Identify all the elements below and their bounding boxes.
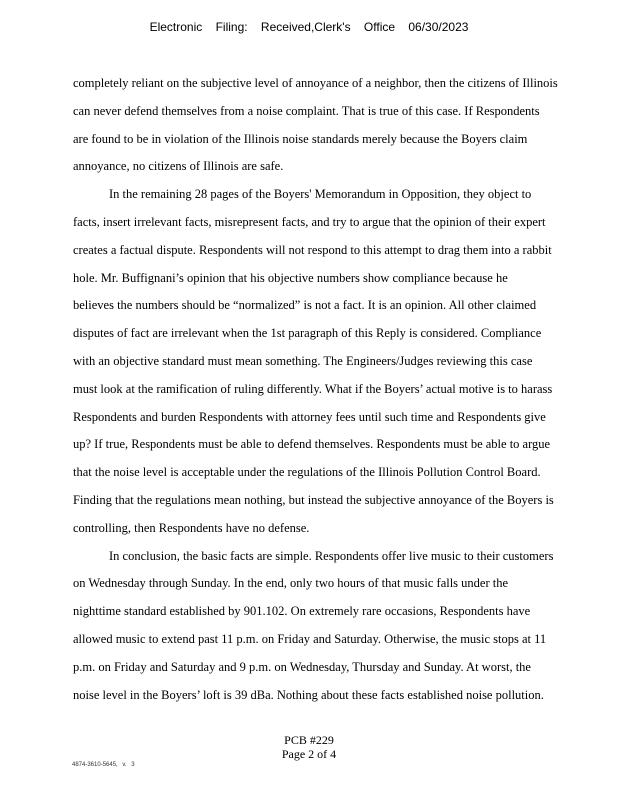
text-line: completely reliant on the subjective level of annoyance of a neighbor, then the citizens of Illinois xyxy=(73,76,558,90)
filing-stamp-header: Electronic Filing: Received,Clerk's Office 06/30/2023 xyxy=(149,20,469,34)
text-line: facts, insert irrelevant facts, misrepresent facts, and try to argue that the opinion of their expert xyxy=(73,214,546,229)
page-footer xyxy=(0,733,618,761)
text-line: disputes of fact are irrelevant when the 1st paragraph of this Reply is considered. Compliance xyxy=(73,326,542,341)
paragraph-start-line: In conclusion, the basic facts are simple. Respondents offer live music to their customers xyxy=(109,548,554,563)
text-line: that the noise level is acceptable under the regulations of the Illinois Pollution Control Board. xyxy=(73,465,541,480)
text-line: must look at the ramification of ruling differently. What if the Boyers’ actual motive is to harass xyxy=(73,381,553,396)
text-line: controlling, then Respondents have no defense. xyxy=(73,520,310,535)
page-number: Page 2 of 4 xyxy=(281,747,337,761)
text-line: p.m. on Friday and Saturday and 9 p.m. on Wednesday, Thursday and Sunday. At worst, the xyxy=(73,659,531,674)
body-text xyxy=(73,70,603,709)
paragraph-start-line: In the remaining 28 pages of the Boyers' Memorandum in Opposition, they object to xyxy=(109,187,532,202)
text-line: annoyance, no citizens of Illinois are safe. xyxy=(73,159,284,174)
text-line: nighttime standard established by 901.102. On extremely rare occasions, Respondents have xyxy=(73,604,531,619)
text-line: creates a factual dispute. Respondents will not respond to this attempt to drag them into a rabbit xyxy=(73,242,552,257)
text-line: Respondents and burden Respondents with attorney fees until such time and Respondents give xyxy=(73,409,546,424)
text-line: believes the numbers should be “normalized” is not a fact. It is an opinion. All other claimed xyxy=(73,298,537,313)
text-line: on Wednesday through Sunday. In the end, only two hours of that music falls under the xyxy=(73,576,509,591)
case-number: PCB #229 xyxy=(284,733,334,747)
text-line: hole. Mr. Buffignani’s opinion that his objective numbers show compliance because he xyxy=(73,270,508,285)
text-line: Finding that the regulations mean nothing, but instead the subjective annoyance of the Boyers is xyxy=(73,492,554,507)
document-id: 4874-3610-5645, v. 3 xyxy=(72,762,135,768)
text-line: up? If true, Respondents must be able to defend themselves. Respondents must be able to argue xyxy=(73,437,551,452)
text-line: can never defend themselves from a noise complaint. That is true of this case. If Respondents xyxy=(73,103,540,118)
text-line: with an objective standard must mean something. The Engineers/Judges reviewing this case xyxy=(73,353,533,368)
text-line: noise level in the Boyers’ loft is 39 dBa. Nothing about these facts established noise pollution. xyxy=(73,687,544,702)
text-line: allowed music to extend past 11 p.m. on Friday and Saturday. Otherwise, the music stops at 11 xyxy=(73,631,547,646)
text-line: are found to be in violation of the Illinois noise standards merely because the Boyers claim xyxy=(73,131,528,146)
